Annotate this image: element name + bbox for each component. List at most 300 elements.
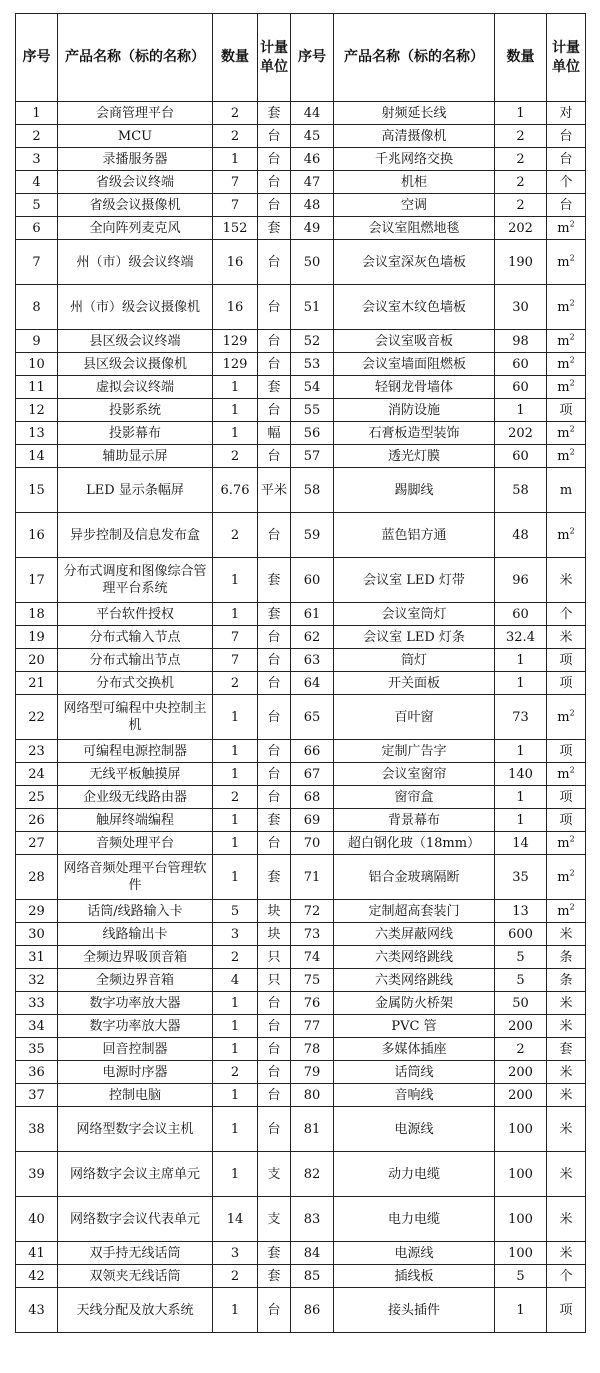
unit-text: 块 [267, 903, 281, 919]
quantity-cell: 140 [495, 763, 547, 786]
product-name-cell: 会议室阻燃地毯 [334, 217, 495, 240]
seq-cell: 78 [291, 1038, 334, 1061]
product-name-cell: 全频边界音箱 [58, 969, 213, 992]
unit-text: 台 [267, 743, 281, 759]
unit-text: 项 [559, 1302, 573, 1318]
product-name-cell: 电源线 [334, 1242, 495, 1265]
quantity-cell: 35 [495, 855, 547, 900]
product-table [15, 13, 586, 1333]
unit-text: 套 [267, 572, 281, 588]
unit-text: 台 [267, 448, 281, 464]
table-row [16, 1288, 586, 1333]
product-name-cell: 高清摄像机 [334, 125, 495, 148]
seq-cell: 44 [291, 102, 334, 125]
unit-cell [258, 603, 291, 626]
unit-cell [547, 786, 586, 809]
seq-cell: 17 [16, 558, 58, 603]
unit-text: 台 [559, 197, 573, 213]
product-name-cell: 虚拟会议终端 [58, 376, 213, 399]
table-row [16, 376, 586, 399]
seq-cell: 74 [291, 946, 334, 969]
unit-cell [258, 513, 291, 558]
seq-cell: 69 [291, 809, 334, 832]
unit-cell [547, 399, 586, 422]
unit-cell [547, 194, 586, 217]
unit-text: 套 [267, 1245, 281, 1261]
unit-cell [258, 763, 291, 786]
unit-text: 台 [559, 151, 573, 167]
seq-cell: 1 [16, 102, 58, 125]
product-name-cell: 会议室 LED 灯条 [334, 626, 495, 649]
unit-text: 台 [267, 789, 281, 805]
seq-cell: 57 [291, 445, 334, 468]
unit-superscript: 2 [569, 708, 575, 718]
product-name-cell: 千兆网络交换 [334, 148, 495, 171]
unit-text: 米 [559, 1166, 573, 1182]
unit-text: 米 [559, 1245, 573, 1261]
seq-cell: 49 [291, 217, 334, 240]
unit-cell [258, 1107, 291, 1152]
seq-cell: 18 [16, 603, 58, 626]
unit-cell [547, 285, 586, 330]
seq-cell: 60 [291, 558, 334, 603]
seq-cell: 20 [16, 649, 58, 672]
table-row [16, 1265, 586, 1288]
product-name-cell: 平台软件授权 [58, 603, 213, 626]
unit-cell [547, 626, 586, 649]
unit-cell [547, 240, 586, 285]
product-name-cell: 电源时序器 [58, 1061, 213, 1084]
quantity-cell: 100 [495, 1242, 547, 1265]
unit-text: m [557, 709, 570, 725]
unit-cell [258, 1152, 291, 1197]
unit-cell [547, 900, 586, 923]
unit-cell [547, 171, 586, 194]
table-row [16, 513, 586, 558]
unit-cell [258, 1288, 291, 1333]
unit-text: m [557, 356, 570, 372]
table-row [16, 148, 586, 171]
quantity-cell: 98 [495, 330, 547, 353]
seq-cell: 7 [16, 240, 58, 285]
table-row [16, 763, 586, 786]
unit-text: m [557, 903, 570, 919]
product-name-cell: 触屏终端编程 [58, 809, 213, 832]
product-name-cell: 无线平板触摸屏 [58, 763, 213, 786]
seq-cell: 66 [291, 740, 334, 763]
product-name-cell: 开关面板 [334, 672, 495, 695]
product-name-cell: 六类网络跳线 [334, 946, 495, 969]
product-name-cell: 县区级会议摄像机 [58, 353, 213, 376]
unit-text: m [557, 379, 570, 395]
quantity-cell: 1 [213, 855, 258, 900]
product-name-cell: 回音控制器 [58, 1038, 213, 1061]
seq-cell: 29 [16, 900, 58, 923]
seq-cell: 2 [16, 125, 58, 148]
seq-cell: 70 [291, 832, 334, 855]
quantity-cell: 2 [213, 1265, 258, 1288]
quantity-cell: 1 [213, 1038, 258, 1061]
unit-text: 米 [559, 572, 573, 588]
product-name-cell: 插线板 [334, 1265, 495, 1288]
product-name-cell: 分布式调度和图像综合管理平台系统 [58, 558, 213, 603]
product-name-cell: 多媒体插座 [334, 1038, 495, 1061]
unit-text: m [557, 299, 570, 315]
unit-cell [547, 376, 586, 399]
quantity-cell: 32.4 [495, 626, 547, 649]
unit-cell [258, 649, 291, 672]
seq-cell: 82 [291, 1152, 334, 1197]
product-name-cell: 可编程电源控制器 [58, 740, 213, 763]
unit-text: 块 [267, 926, 281, 942]
seq-cell: 58 [291, 468, 334, 513]
unit-text: m [557, 333, 570, 349]
seq-cell: 81 [291, 1107, 334, 1152]
seq-cell: 76 [291, 992, 334, 1015]
seq-cell: 80 [291, 1084, 334, 1107]
seq-cell: 16 [16, 513, 58, 558]
unit-text: 个 [559, 1268, 573, 1284]
table-row [16, 832, 586, 855]
quantity-cell: 7 [213, 171, 258, 194]
product-name-cell: 双手持无线话筒 [58, 1242, 213, 1265]
unit-superscript: 2 [569, 424, 575, 434]
unit-text: 只 [267, 972, 281, 988]
quantity-cell: 202 [495, 217, 547, 240]
product-name-cell: 天线分配及放大系统 [58, 1288, 213, 1333]
unit-text: 项 [559, 402, 573, 418]
seq-cell: 30 [16, 923, 58, 946]
quantity-cell: 2 [495, 1038, 547, 1061]
unit-superscript: 2 [569, 447, 575, 457]
quantity-cell: 1 [495, 649, 547, 672]
unit-text: 套 [267, 869, 281, 885]
quantity-cell: 96 [495, 558, 547, 603]
product-name-cell: 六类网络跳线 [334, 969, 495, 992]
product-name-cell: 轻钢龙骨墙体 [334, 376, 495, 399]
quantity-cell: 6.76 [213, 468, 258, 513]
seq-cell: 42 [16, 1265, 58, 1288]
unit-cell [258, 1265, 291, 1288]
table-row [16, 809, 586, 832]
unit-cell [547, 603, 586, 626]
product-name-cell: LED 显示条幅屏 [58, 468, 213, 513]
quantity-cell: 1 [213, 832, 258, 855]
quantity-cell: 2 [213, 102, 258, 125]
quantity-cell: 2 [213, 672, 258, 695]
quantity-cell: 5 [495, 946, 547, 969]
unit-cell [258, 422, 291, 445]
unit-cell [547, 740, 586, 763]
product-name-cell: 网络音频处理平台管理软件 [58, 855, 213, 900]
table-row [16, 672, 586, 695]
table-row [16, 695, 586, 740]
unit-cell [258, 1038, 291, 1061]
unit-text: 套 [267, 606, 281, 622]
unit-cell [547, 1038, 586, 1061]
seq-cell: 37 [16, 1084, 58, 1107]
seq-cell: 77 [291, 1015, 334, 1038]
quantity-cell: 1 [213, 399, 258, 422]
seq-cell: 75 [291, 969, 334, 992]
product-list-document [15, 13, 585, 1333]
unit-superscript: 2 [569, 526, 575, 536]
seq-cell: 27 [16, 832, 58, 855]
unit-text: 套 [267, 812, 281, 828]
product-name-cell: 窗帘盒 [334, 786, 495, 809]
unit-cell [258, 102, 291, 125]
product-name-cell: 踢脚线 [334, 468, 495, 513]
seq-cell: 65 [291, 695, 334, 740]
product-name-cell: 电力电缆 [334, 1197, 495, 1242]
unit-text: 台 [267, 652, 281, 668]
product-name-cell: 会议室筒灯 [334, 603, 495, 626]
unit-text: 台 [267, 299, 281, 315]
product-name-cell: 会议室吸音板 [334, 330, 495, 353]
table-row [16, 992, 586, 1015]
unit-cell [547, 558, 586, 603]
unit-text: 个 [559, 606, 573, 622]
product-name-cell: 金属防火桥架 [334, 992, 495, 1015]
unit-text: 支 [267, 1211, 281, 1227]
unit-cell [547, 1265, 586, 1288]
product-name-cell: 接头插件 [334, 1288, 495, 1333]
unit-text: 只 [267, 949, 281, 965]
header-unit: 计量单位 [258, 14, 291, 102]
quantity-cell: 129 [213, 330, 258, 353]
quantity-cell: 73 [495, 695, 547, 740]
unit-cell [547, 1084, 586, 1107]
unit-cell [258, 558, 291, 603]
table-row [16, 217, 586, 240]
unit-cell [258, 832, 291, 855]
quantity-cell: 1 [213, 148, 258, 171]
quantity-cell: 1 [213, 1152, 258, 1197]
unit-cell [258, 217, 291, 240]
header-qty: 数量 [495, 14, 547, 102]
unit-text: 项 [559, 675, 573, 691]
unit-superscript: 2 [569, 378, 575, 388]
unit-cell [258, 171, 291, 194]
quantity-cell: 7 [213, 194, 258, 217]
unit-cell [547, 649, 586, 672]
header-unit: 计量单位 [547, 14, 586, 102]
product-name-cell: 分布式交换机 [58, 672, 213, 695]
unit-text: 台 [267, 1121, 281, 1137]
unit-text: 项 [559, 789, 573, 805]
product-name-cell: 线路输出卡 [58, 923, 213, 946]
table-row [16, 468, 586, 513]
seq-cell: 62 [291, 626, 334, 649]
unit-cell [258, 900, 291, 923]
unit-cell [547, 809, 586, 832]
product-name-cell: 网络型数字会议主机 [58, 1107, 213, 1152]
seq-cell: 61 [291, 603, 334, 626]
unit-cell [547, 969, 586, 992]
seq-cell: 19 [16, 626, 58, 649]
product-name-cell: 数字功率放大器 [58, 992, 213, 1015]
unit-text: 台 [267, 356, 281, 372]
seq-cell: 56 [291, 422, 334, 445]
unit-superscript: 2 [569, 219, 575, 229]
quantity-cell: 5 [213, 900, 258, 923]
seq-cell: 34 [16, 1015, 58, 1038]
product-name-cell: 县区级会议终端 [58, 330, 213, 353]
unit-text: 台 [267, 151, 281, 167]
unit-cell [258, 285, 291, 330]
unit-text: 台 [267, 766, 281, 782]
unit-text: 米 [559, 1211, 573, 1227]
product-name-cell: 百叶窗 [334, 695, 495, 740]
unit-cell [258, 992, 291, 1015]
product-name-cell: 空调 [334, 194, 495, 217]
unit-cell [258, 148, 291, 171]
quantity-cell: 1 [213, 809, 258, 832]
quantity-cell: 1 [213, 1107, 258, 1152]
table-row [16, 1107, 586, 1152]
quantity-cell: 1 [213, 603, 258, 626]
product-name-cell: 六类屏蔽网线 [334, 923, 495, 946]
table-row [16, 330, 586, 353]
unit-text: m [557, 254, 570, 270]
quantity-cell: 2 [213, 513, 258, 558]
seq-cell: 23 [16, 740, 58, 763]
seq-cell: 21 [16, 672, 58, 695]
unit-cell [547, 946, 586, 969]
quantity-cell: 16 [213, 285, 258, 330]
product-name-cell: 定制广告字 [334, 740, 495, 763]
quantity-cell: 7 [213, 649, 258, 672]
product-name-cell: 企业级无线路由器 [58, 786, 213, 809]
seq-cell: 43 [16, 1288, 58, 1333]
unit-cell [547, 468, 586, 513]
quantity-cell: 200 [495, 1061, 547, 1084]
unit-cell [547, 330, 586, 353]
seq-cell: 45 [291, 125, 334, 148]
seq-cell: 31 [16, 946, 58, 969]
product-name-cell: 定制超高套装门 [334, 900, 495, 923]
unit-text: 米 [559, 1087, 573, 1103]
table-row [16, 603, 586, 626]
unit-text: 套 [267, 105, 281, 121]
unit-text: 台 [267, 675, 281, 691]
quantity-cell: 14 [213, 1197, 258, 1242]
unit-cell [258, 125, 291, 148]
quantity-cell: 2 [495, 125, 547, 148]
quantity-cell: 2 [213, 946, 258, 969]
table-row [16, 626, 586, 649]
quantity-cell: 200 [495, 1015, 547, 1038]
unit-cell [547, 763, 586, 786]
table-header-row [16, 14, 586, 102]
table-row [16, 649, 586, 672]
table-row [16, 353, 586, 376]
quantity-cell: 1 [495, 740, 547, 763]
unit-text: m [557, 766, 570, 782]
unit-text: 台 [267, 995, 281, 1011]
quantity-cell: 3 [213, 1242, 258, 1265]
seq-cell: 55 [291, 399, 334, 422]
product-name-cell: 会议室 LED 灯带 [334, 558, 495, 603]
quantity-cell: 1 [495, 809, 547, 832]
seq-cell: 32 [16, 969, 58, 992]
quantity-cell: 7 [213, 626, 258, 649]
unit-text: m [557, 425, 570, 441]
product-name-cell: 机柜 [334, 171, 495, 194]
unit-text: 个 [559, 174, 573, 190]
table-row [16, 1061, 586, 1084]
unit-cell [258, 855, 291, 900]
unit-text: 条 [559, 949, 573, 965]
quantity-cell: 2 [495, 194, 547, 217]
seq-cell: 24 [16, 763, 58, 786]
table-row [16, 1197, 586, 1242]
product-name-cell: 全频边界吸顶音箱 [58, 946, 213, 969]
product-name-cell: 会议室木纹色墙板 [334, 285, 495, 330]
product-name-cell: 会议室墙面阻燃板 [334, 353, 495, 376]
unit-cell [258, 330, 291, 353]
product-name-cell: 分布式输入节点 [58, 626, 213, 649]
unit-cell [258, 969, 291, 992]
quantity-cell: 60 [495, 353, 547, 376]
unit-cell [547, 672, 586, 695]
unit-text: 台 [267, 629, 281, 645]
product-name-cell: 话筒线 [334, 1061, 495, 1084]
product-name-cell: 筒灯 [334, 649, 495, 672]
product-name-cell: 网络型可编程中央控制主机 [58, 695, 213, 740]
unit-text: 项 [559, 652, 573, 668]
table-row [16, 740, 586, 763]
product-name-cell: 蓝色铝方通 [334, 513, 495, 558]
seq-cell: 22 [16, 695, 58, 740]
quantity-cell: 2 [213, 445, 258, 468]
unit-cell [547, 148, 586, 171]
seq-cell: 8 [16, 285, 58, 330]
unit-text: 台 [267, 709, 281, 725]
table-row [16, 422, 586, 445]
unit-cell [547, 992, 586, 1015]
unit-text: 平米 [260, 482, 287, 498]
unit-cell [258, 786, 291, 809]
quantity-cell: 13 [495, 900, 547, 923]
product-name-cell: 全向阵列麦克风 [58, 217, 213, 240]
table-row [16, 445, 586, 468]
seq-cell: 35 [16, 1038, 58, 1061]
quantity-cell: 2 [213, 1061, 258, 1084]
unit-superscript: 2 [569, 902, 575, 912]
product-name-cell: 音响线 [334, 1084, 495, 1107]
seq-cell: 52 [291, 330, 334, 353]
unit-text: 米 [559, 1064, 573, 1080]
unit-superscript: 2 [569, 765, 575, 775]
unit-text: 台 [267, 1041, 281, 1057]
product-name-cell: 录播服务器 [58, 148, 213, 171]
table-row [16, 1242, 586, 1265]
quantity-cell: 1 [213, 558, 258, 603]
unit-text: m [559, 482, 573, 498]
table-row [16, 1038, 586, 1061]
unit-text: 台 [267, 174, 281, 190]
unit-cell [258, 376, 291, 399]
unit-cell [547, 513, 586, 558]
seq-cell: 14 [16, 445, 58, 468]
unit-text: 条 [559, 972, 573, 988]
quantity-cell: 60 [495, 376, 547, 399]
unit-cell [258, 740, 291, 763]
unit-text: 台 [267, 128, 281, 144]
unit-text: 套 [267, 379, 281, 395]
quantity-cell: 1 [495, 672, 547, 695]
